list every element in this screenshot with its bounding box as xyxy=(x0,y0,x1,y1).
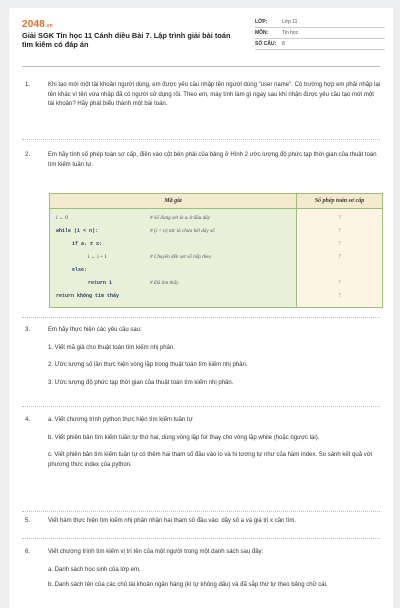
site-logo[interactable]: 2048.vn xyxy=(22,19,53,30)
code-line: i ← i + 1 xyxy=(88,254,107,260)
algorithm-table xyxy=(49,193,383,308)
separator xyxy=(22,317,380,318)
sub-item: b. Danh sách tên của các chủ tài khoản ngân hàng (kí tự không dấu) và đã sắp thứ tự theo bảng chữ cái. xyxy=(48,582,328,588)
sub-item: 2. Ước lượng số lần thực hiện vòng lặp trong thuật toán tìm kiếm nhị phân. xyxy=(48,362,248,368)
info-box xyxy=(255,17,385,50)
pseudocode-cell xyxy=(50,209,297,308)
answer-placeholder: ? xyxy=(338,293,341,299)
separator xyxy=(22,511,380,512)
sub-item: b. Viết phiên bản tìm kiếm tuần tự thứ hai, dùng vòng lặp for thay cho vòng lặp while (hoặc ngược lại). xyxy=(48,434,320,441)
code-comment: # Số đang xét là aᵢ ở đầu dãy xyxy=(150,215,211,221)
sub-item: 1. Viết mã giả cho thuật toán tìm kiếm nhị phân. xyxy=(48,344,175,351)
answer-placeholder: ? xyxy=(338,254,341,260)
sub-item: c. Viết phiên bản tìm kiếm tuần tự có thêm hai tham số đầu vào lo và hi tương tự như của hàm index. So sánh kết quả với phương thức index của python. xyxy=(48,452,372,468)
code-comment: # Đã tìm thấy xyxy=(150,280,179,286)
separator xyxy=(22,538,380,539)
info-row-subject: MÔN: Tin học xyxy=(255,28,385,39)
sub-item: 3. Ước lượng độ phức tạp thời gian của thuật toán tìm kiếm nhị phân. xyxy=(48,379,234,386)
code-line: return i xyxy=(88,280,113,286)
answer-placeholder: ? xyxy=(338,241,341,247)
question-5: 5. Viết hàm thực hiện tìm kiếm nhị phân nhận hai tham số đầu vào: dãy số a và giá trị x cần tìm. xyxy=(25,518,297,524)
ops-cell xyxy=(297,209,383,308)
answer-placeholder: ? xyxy=(338,280,341,286)
table-header-ops: Số phép toán sơ cấp xyxy=(297,194,383,209)
table-row xyxy=(50,209,383,308)
header-divider xyxy=(22,66,380,67)
separator xyxy=(22,406,380,407)
code-line: else: xyxy=(72,267,88,273)
code-line: i ← 0 xyxy=(56,215,68,221)
table-header-pseudocode: Mã giả xyxy=(50,194,297,209)
page-title: Giải SGK Tin học 11 Cánh diều Bài 7. Lập trình giải bài toán tìm kiếm có đáp án xyxy=(22,31,231,49)
document-page xyxy=(9,8,393,608)
answer-placeholder: ? xyxy=(338,228,341,234)
question-4: 4. a. Viết chương trình python thực hiện tìm kiếm tuần tự b. Viết phiên bản tìm kiếm tuần tự thứ hai, dùng vòng lặp for thay cho vòng lặp while (hoặc ngược lại). c. Viết phiên bản tìm kiếm tuần tự có thêm hai tham số đầu vào lo và hi tương tự như của hàm index. So sánh kết quả với phương thức index của python. xyxy=(25,416,381,470)
code-line: return không tìm thấy xyxy=(56,293,120,299)
code-comment: # Chuyển đến xét số tiếp theo xyxy=(150,254,212,260)
table-header-row xyxy=(50,194,383,209)
question-6: 6. Viết chương trình tìm kiếm vị trí tên của một người trong một danh sách sau đây: a. Danh sách học sinh của lớp em. b. Danh sách tên của các chủ tài khoản ngân hàng (kí tự không dấu) và đã sắp thứ tự theo bảng chữ cái. xyxy=(25,548,381,591)
question-1: 1. Khi tạo mới một tài khoản người dùng, em được yêu cầu nhập tên người dùng "user name". Có trường hợp em phải nhập lại tên khác vì tên vừa nhập đã có người sử dụng rồi. Theo em, máy tính làm gì ngay sau khi nhận được yêu cầu tạo mới một tài khoản? Hãy phát biểu thành một bài toán. xyxy=(25,82,381,107)
answer-placeholder: ? xyxy=(338,215,341,221)
info-row-count: SỐ CÂU: 8 xyxy=(255,39,385,50)
code-line: if aᵢ ≠ x: xyxy=(72,241,103,247)
info-row-class: LỚP: Lớp 11 xyxy=(255,17,385,28)
question-3: 3. Em hãy thực hiện các yêu cầu sau: 1. Viết mã giả cho thuật toán tìm kiếm nhị phân. 2. Ước lượng số lần thực hiện vòng lặp trong thuật toán tìm kiếm nhị phân. 3. Ước lượng độ phức tạp thời gian của thuật toán tìm kiếm nhị phân. xyxy=(25,326,381,388)
question-2: 2. Em hãy tính số phép toán sơ cấp, điền vào cột bên phải của bảng ở Hình 2 ước lượng độ phức tạp thời gian của thuật toán tìm kiếm tuần tự. xyxy=(25,152,377,168)
code-comment: # (i < n) tức là chưa hết dãy số xyxy=(150,228,215,234)
separator xyxy=(22,139,380,140)
code-line: while (i < n): xyxy=(56,228,99,234)
page-header xyxy=(9,8,393,66)
sub-item: a. Danh sách học sinh của lớp em. xyxy=(48,566,141,573)
